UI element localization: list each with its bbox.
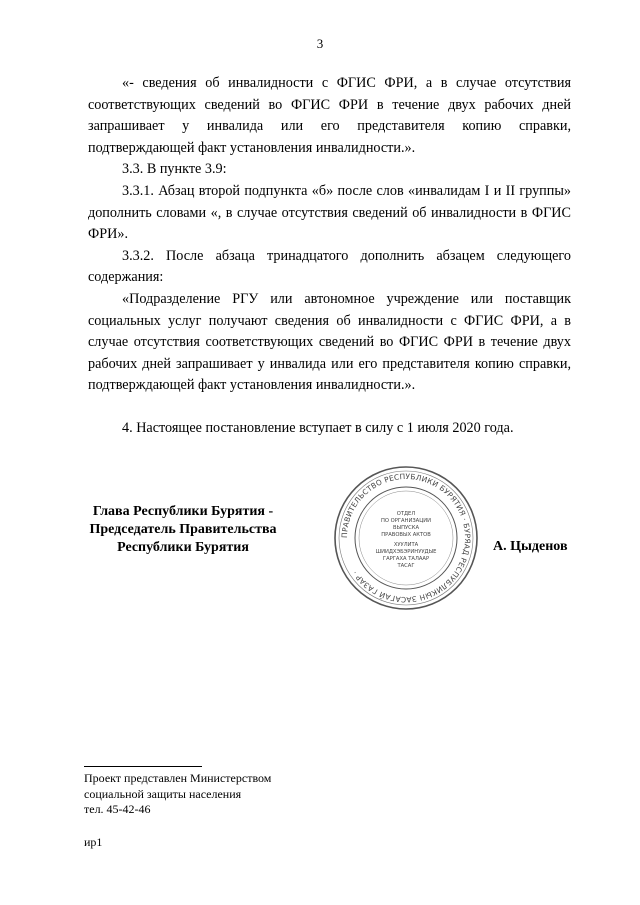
seal-center-line: ШИИДХЭБЭРИНУУДЫЕ (375, 549, 437, 555)
paragraph-quote-subdivision: «Подразделение РГУ или автономное учреждение или поставщик социальных услуг получают сведения об инвалидности с ФГИС ФРИ, а в случае отсутствия соответствующих сведений во ФГИС ФРИ в течение двух рабочих дней запрашивает у инвалида или его представителя копию справки, подтверждающей факт установления инвалидности.». (88, 290, 571, 394)
footnote (84, 771, 271, 818)
paragraph-3-3-2: 3.3.2. После абзаца тринадцатого дополнить абзацем следующего содержания: (88, 247, 571, 286)
paragraph-3-3-1: 3.3.1. Абзац второй подпункта «б» после слов «инвалидам I и II группы» дополнить словами «, в случае отсутствия сведений об инвалидности в ФГИС ФРИ». (88, 182, 571, 243)
seal-center-line: ВЫПУСКА (392, 525, 420, 531)
footnote-divider (84, 766, 202, 767)
document-body (88, 73, 571, 440)
page-number: 3 (316, 36, 324, 51)
seal-center-line: ХУУЛИТА (393, 542, 419, 548)
official-seal (331, 463, 481, 613)
paragraph-3-3: 3.3. В пункте 3.9: (122, 161, 227, 178)
footnote-line: социальной защиты населения (84, 786, 242, 801)
document-code: ир1 (84, 835, 103, 849)
seal-center-line: ГАРГАХА ТАЛААР (382, 556, 430, 562)
signatory-position-line: Глава Республики Бурятия - (92, 504, 274, 519)
signatory-position (78, 503, 288, 557)
seal-center-line: ПО ОРГАНИЗАЦИИ (380, 518, 432, 524)
seal-center-line: ТАСАГ (397, 563, 415, 569)
seal-ring-text: ПРАВИТЕЛЬСТВО РЕСПУБЛИКИ БУРЯТИЯ · БУРЯАД РЕСПУБЛИКЫН ЗАСАГАЙ ГАЗАР · (339, 471, 473, 605)
signatory-position-line: Республики Бурятия (117, 540, 249, 555)
footnote-phone: тел. 45-42-46 (84, 802, 151, 816)
signatory-name: А. Цыденов (493, 539, 568, 554)
signatory-position-line: Председатель Правительства (89, 522, 277, 537)
seal-center-line: ПРАВОВЫХ АКТОВ (381, 532, 431, 538)
paragraph-4-effective-date: 4. Настоящее постановление вступает в силу с 1 июля 2020 года. (122, 419, 514, 436)
seal-center-line: ОТДЕЛ (396, 511, 416, 517)
paragraph-quote-disability: «- сведения об инвалидности с ФГИС ФРИ, а в случае отсутствия соответствующих сведений во ФГИС ФРИ в течение двух рабочих дней запрашивает у инвалида или его представителя копию справки, подтверждающей факт установления инвалидности.». (88, 75, 571, 156)
footnote-line: Проект представлен Министерством (84, 771, 272, 785)
